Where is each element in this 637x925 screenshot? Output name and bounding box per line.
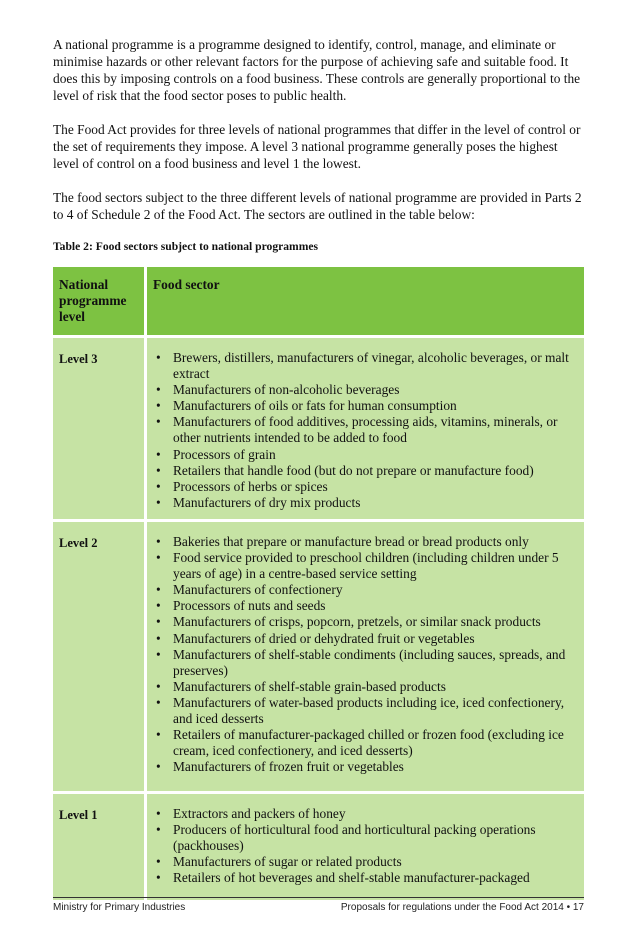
sector-item: • Brewers, distillers, manufacturers of vinegar, alcoholic beverages, or malt extract [153, 350, 578, 382]
sector-item: • Manufacturers of water-based products including ice, iced confectionery, and iced desserts [153, 695, 578, 727]
table-header-row [53, 267, 584, 338]
sector-item: • Manufacturers of confectionery [153, 582, 578, 598]
footer-publisher: Ministry for Primary Industries [53, 902, 186, 913]
sector-list [153, 350, 578, 511]
table-row [53, 522, 584, 794]
sector-item: • Manufacturers of dry mix products [153, 495, 578, 511]
row-sectors [147, 522, 584, 794]
sector-item: • Retailers of manufacturer-packaged chilled or frozen food (excluding ice cream, iced confectionery, and iced desserts) [153, 727, 578, 759]
sector-item: • Food service provided to preschool children (including children under 5 years of age) in a centre-based service setting [153, 550, 578, 582]
sector-item: • Processors of grain [153, 447, 578, 463]
page-footer [53, 897, 584, 913]
sector-item: • Bakeries that prepare or manufacture bread or bread products only [153, 534, 578, 550]
sector-item: • Processors of nuts and seeds [153, 598, 578, 614]
sector-item: • Manufacturers of shelf-stable grain-based products [153, 679, 578, 695]
sector-item: • Manufacturers of crisps, popcorn, pretzels, or similar snack products [153, 614, 578, 630]
sector-item: • Manufacturers of sugar or related products [153, 854, 578, 870]
sector-item: • Manufacturers of oils or fats for human consumption [153, 398, 578, 414]
table-caption: Table 2: Food sectors subject to national programmes [53, 240, 319, 253]
sector-item: • Manufacturers of non-alcoholic beverages [153, 382, 578, 398]
footer-title-page: Proposals for regulations under the Food Act 2014 • 17 [340, 902, 584, 913]
row-level-label: Level 1 [53, 794, 147, 903]
sector-item: • Retailers that handle food (but do not prepare or manufacture food) [153, 463, 578, 479]
intro-paragraph-3: The food sectors subject to the three different levels of national programme are provided in Parts 2 to 4 of Schedule 2 of the Food Act. The sectors are outlined in the table below: [53, 190, 582, 222]
sector-list [153, 534, 578, 775]
sector-item: • Extractors and packers of honey [153, 806, 578, 822]
table-row [53, 794, 584, 903]
sector-item: • Processors of herbs or spices [153, 479, 578, 495]
sector-item: • Retailers of hot beverages and shelf-stable manufacturer-packaged [153, 870, 578, 886]
sector-item: • Producers of horticultural food and horticultural packing operations (packhouses) [153, 822, 578, 854]
header-level: National programme level [53, 267, 147, 338]
row-level-label: Level 2 [53, 522, 147, 794]
sector-item: • Manufacturers of dried or dehydrated fruit or vegetables [153, 631, 578, 647]
sector-item: • Manufacturers of food additives, processing aids, vitamins, minerals, or other nutrients intended to be added to food [153, 414, 578, 446]
sector-item: • Manufacturers of shelf-stable condiments (including sauces, spreads, and preserves) [153, 647, 578, 679]
header-sector: Food sector [147, 267, 584, 338]
document-page [53, 36, 584, 903]
row-sectors [147, 794, 584, 903]
intro-paragraph-2: The Food Act provides for three levels of national programmes that differ in the level of control or the set of requirements they impose. A level 3 national programme generally poses the highest level of control on a food business and level 1 the lowest. [53, 122, 581, 171]
table-row [53, 338, 584, 522]
sector-list [153, 806, 578, 886]
row-level-label: Level 3 [53, 338, 147, 522]
intro-paragraph-1: A national programme is a programme designed to identify, control, manage, and eliminate or minimise hazards or other relevant factors for the purpose of achieving safe and suitable food. It does this by imposing controls on a food business. These controls are generally proportional to the level of risk that the food sector poses to public health. [53, 37, 581, 103]
sector-item: • Manufacturers of frozen fruit or vegetables [153, 759, 578, 775]
food-sectors-table [53, 267, 584, 903]
row-sectors [147, 338, 584, 522]
